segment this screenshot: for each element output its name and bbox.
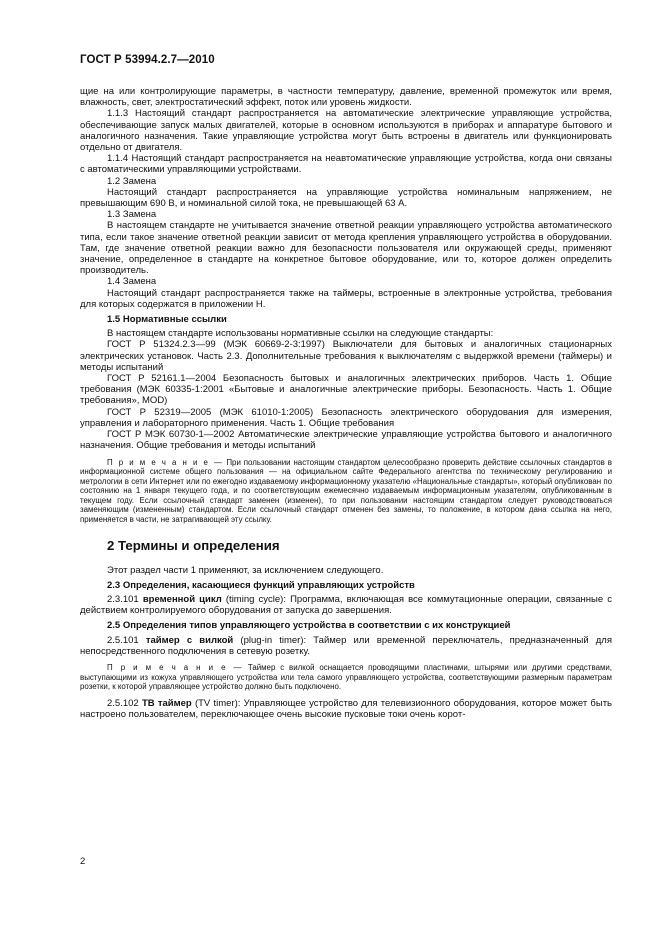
reference-gost-51324: ГОСТ Р 51324.2.3—99 (МЭК 60669-2-3:1997) Выключатели для бытовых и аналогичных стационарных электрических установок. Часть 2.3. Дополнительные требования к выключателям с выдержкой времени (таймеры) и методы испытаний <box>80 339 612 373</box>
definition-number: 2.5.101 <box>107 634 139 646</box>
paragraph-1-2: Настоящий стандарт распространяется на управляющие устройства номинальным напряжением, не превышающим 690 В, и номинальной силой тока, не превышающей 63 А. <box>80 186 612 210</box>
note-plug-in-timer-text: Таймер с вилкой оснащается проводящими пластинами, штырями или другими средствами, выступающими из кожуха управляющего устройства или тела самого управляющего устройства, соответствующими размерным параметрам розетки, к которой управляющее устройство должно быть подключено. <box>80 663 612 692</box>
paragraph-1-1-3: 1.1.3 Настоящий стандарт распространяется на автоматические электрические управляющие устройства, обеспечивающие запуск малых двигателей, которые в основном используются в приборах и аппаратуре бытового и аналогичного назначения. Такие управляющие устройства могут быть встроены в двигатель или функционировать отдельно от двигателя. <box>80 108 612 154</box>
definition-number: 2.3.101 <box>107 594 139 606</box>
definition-2-5-102 <box>80 698 612 720</box>
clause-1-3-heading: 1.3 Замена <box>107 209 157 221</box>
clause-1-4-heading: 1.4 Замена <box>107 276 157 288</box>
definition-2-5-101 <box>80 635 612 657</box>
definition-text: (plug-in timer): Таймер или временной переключатель, предназначенный для непосредственного подключения в сетевую розетку. <box>80 634 612 657</box>
document-header: ГОСТ Р 53994.2.7—2010 <box>80 54 215 66</box>
note-references-text: При пользовании настоящим стандартом целесообразно проверить действие ссылочных стандартов в информационной системе общего пользования — на официальном сайте Федерального агентства по техническому регулированию и метрологии в сети Интернет или по ежегодно издаваемому информационному указателю «Национальные стандарты», который опубликован по состоянию на 1 января текущего года, и по соответствующим ежемесячно издаваемым информационным указателям, опубликованным в текущем году. Если ссылочный стандарт заменен (изменен), то при пользовании настоящим стандартом следует руководствоваться заменяющим (измененным) стандартом. Если ссылочный стандарт отменен без замены, то положение, в котором дана ссылка на него, применяется в части, не затрагивающей эту ссылку. <box>80 457 612 525</box>
definition-number: 2.5.102 <box>107 697 139 709</box>
definition-text: (timing cycle): Программа, включающая все коммутационные операции, связанные с действием контролируемого оборудования от запуска до завершения. <box>80 594 612 617</box>
note-plug-in-timer <box>80 663 612 692</box>
clause-1-5-heading: 1.5 Нормативные ссылки <box>107 314 227 326</box>
definition-text: (TV timer): Управляющее устройство для телевизионного оборудования, которое может быть настроено пользователем, переключающее очень высокие пусковые токи очень корот- <box>80 697 612 721</box>
reference-gost-52319: ГОСТ Р 52319—2005 (МЭК 61010-1:2005) Безопасность электрического оборудования для измерения, управления и лабораторного применения. Часть 1. Общие требования <box>80 406 612 429</box>
page-number: 2 <box>80 856 86 867</box>
note-references <box>80 458 612 525</box>
paragraph-2: Этот раздел части 1 применяют, за исключением следующего. <box>107 564 384 576</box>
definition-2-3-101 <box>80 594 612 616</box>
paragraph-intro: щие на или контролирующие параметры, в частности температуру, давление, временной промежуток или время, влажность, свет, электростатический эффект, поток или уровень жидкости. <box>80 86 612 109</box>
paragraph-1-3: В настоящем стандарте не учитывается значение ответной реакции управляющего устройства автоматического типа, если такое значение ответной реакции зависит от метода крепления управляющего устройства в оборудовании. Там, где значение ответной реакции важно для безопасности пользователя или окружающей среды, применяют значение, определенное в стандарте на конкретное бытовое оборудование, или то, которое должен определить производитель. <box>80 220 612 277</box>
section-2-title: 2 Термины и определения <box>107 537 280 553</box>
paragraph-1-1-4: 1.1.4 Настоящий стандарт распространяется на неавтоматические управляющие устройства, когда они связаны с автоматическими управляющими устройствами. <box>80 153 612 176</box>
note-label: П р и м е ч а н и е — <box>107 457 224 467</box>
definition-term: таймер с вилкой <box>145 634 234 646</box>
definition-term: ТВ таймер <box>141 697 192 709</box>
reference-gost-60730: ГОСТ Р МЭК 60730-1—2002 Автоматические электрические управляющие устройства бытового и аналогичного назначения. Общие требования и методы испытаний <box>80 429 612 452</box>
definition-term: временной цикл <box>142 594 222 606</box>
document-body <box>80 86 612 720</box>
note-label: П р и м е ч а н и е — <box>107 663 244 673</box>
reference-gost-52161: ГОСТ Р 52161.1—2004 Безопасность бытовых и аналогичных электрических приборов. Часть 1. Общие требования (МЭК 60335-1:2001 «Бытовые и аналогичные электрические приборы. Безопасность. Часть 1. Общие требования», MOD) <box>80 373 612 407</box>
paragraph-1-4: Настоящий стандарт распространяется также на таймеры, встроенные в электронные устройства, требования для которых содержатся в приложении Н. <box>80 287 612 310</box>
paragraph-1-5: В настоящем стандарте использованы нормативные ссылки на следующие стандарты: <box>107 328 494 340</box>
clause-2-3-heading: 2.3 Определения, касающиеся функций управляющих устройств <box>107 579 415 591</box>
clause-2-5-heading: 2.5 Определения типов управляющего устройства в соответствии с их конструкцией <box>107 620 511 632</box>
clause-1-2-heading: 1.2 Замена <box>107 175 157 187</box>
